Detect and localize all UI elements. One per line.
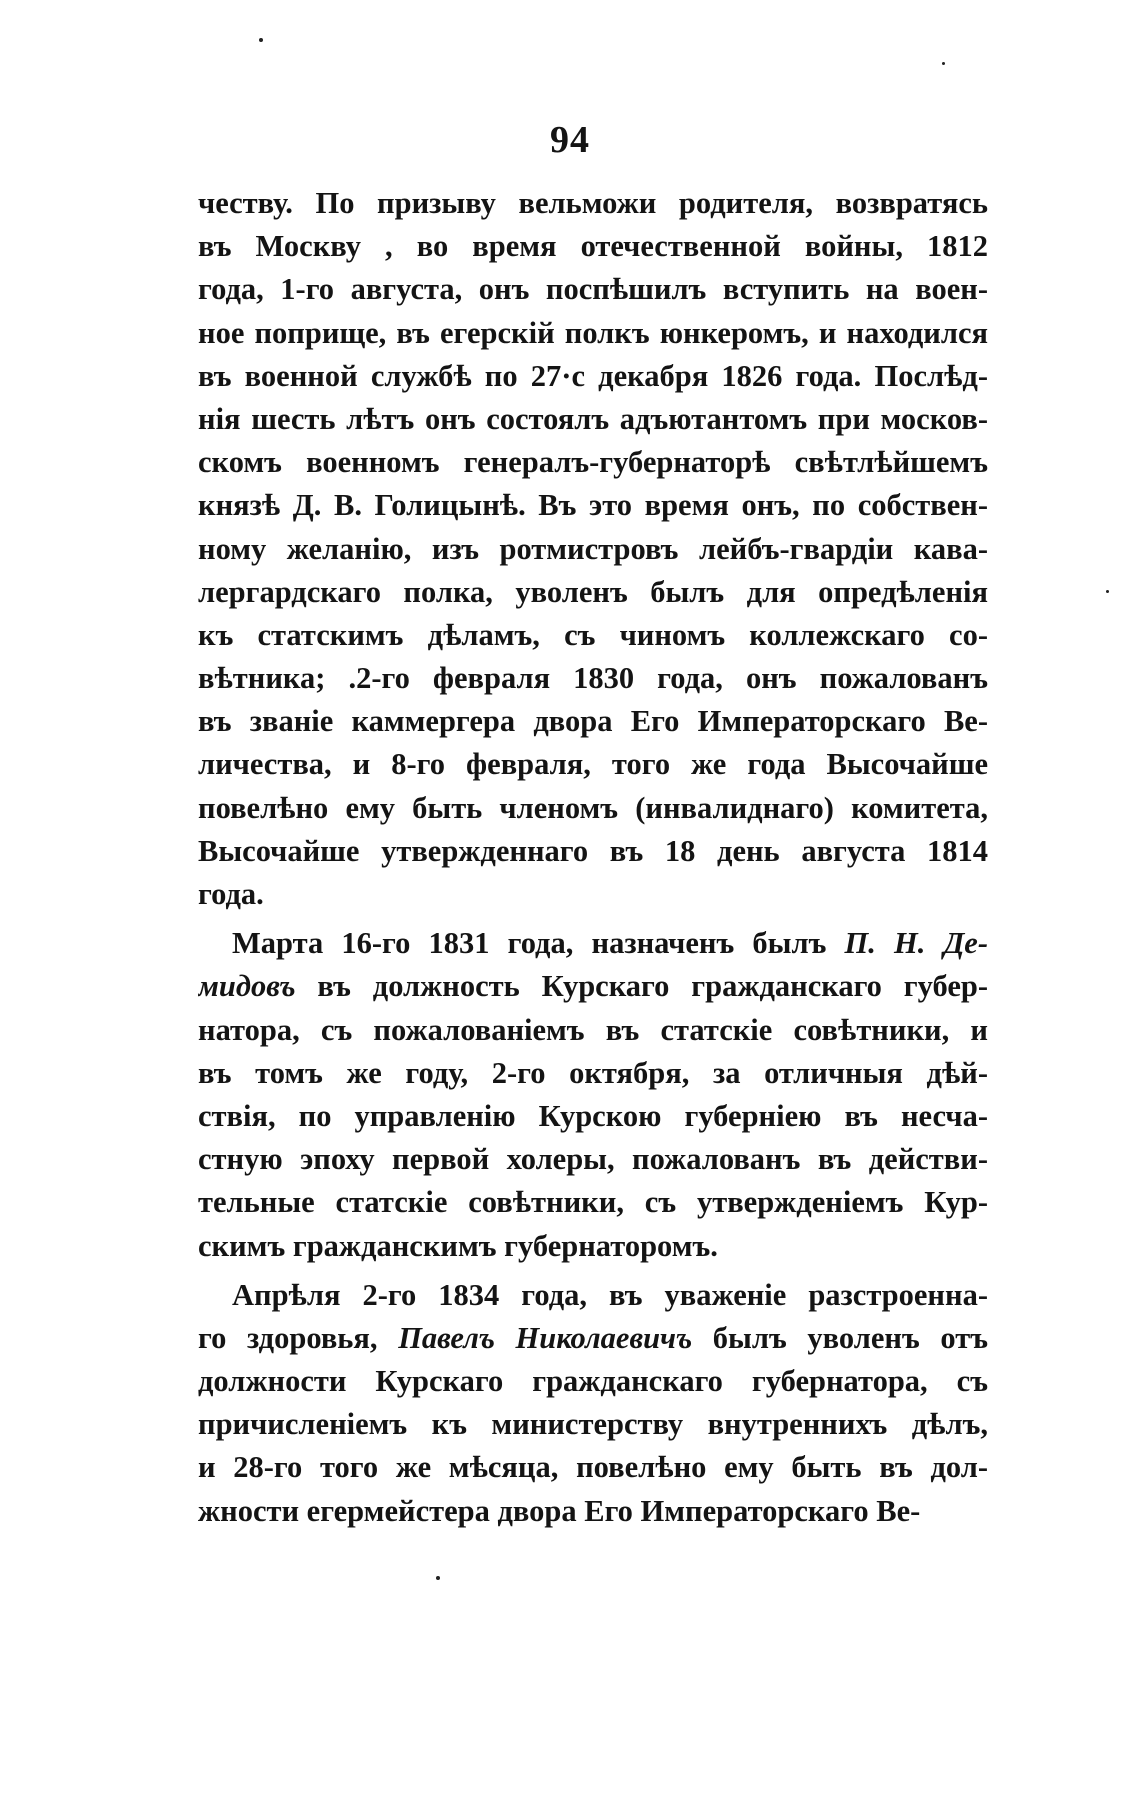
text-line: [198, 1225, 988, 1268]
text-segment: года.: [198, 877, 264, 911]
text-line: [198, 1317, 988, 1360]
text-line: [198, 268, 988, 311]
text-segment: Высочайше утвержденнаго въ 18 день августа 1814: [198, 833, 988, 868]
page-number: 94: [550, 119, 590, 161]
text-line: [198, 528, 988, 571]
text-segment: тельные статскіе совѣтники, съ утвержденіемъ Кур-: [198, 1185, 988, 1220]
text-segment: въ должность Курскаго гражданскаго губер-: [295, 969, 988, 1004]
print-speck: [942, 62, 945, 65]
text-segment: скимъ гражданскимъ губернаторомъ.: [198, 1228, 718, 1263]
text-segment: ствія, по управленію Курскою губерніею въ несча-: [198, 1098, 988, 1133]
text-line: [198, 1138, 988, 1181]
text-line: [198, 922, 988, 965]
print-speck: [259, 38, 263, 42]
text-segment: въ званіе каммергера двора Его Императорскаго Ве-: [198, 704, 988, 739]
text-segment: должности Курскаго гражданскаго губернатора, съ: [198, 1364, 988, 1399]
text-line: [198, 743, 988, 786]
text-segment: князѣ Д. В. Голицынѣ. Въ это время онъ, по собствен-: [198, 488, 988, 523]
text-segment: лергардскаго полка, уволенъ былъ для опредѣленія: [198, 574, 988, 609]
text-segment: стную эпоху первой холеры, пожалованъ въ действи-: [198, 1142, 988, 1177]
text-line: [198, 1052, 988, 1095]
text-line: [198, 1446, 988, 1489]
text-segment: въ Москву , во время отечественной войны, 1812: [198, 229, 988, 264]
text-line: [198, 571, 988, 614]
text-segment: честву. По призыву вельможи родителя, возвратясь: [198, 186, 988, 220]
print-speck: [1106, 590, 1109, 593]
text-segment: натора, съ пожалованіемъ въ статскіе совѣтники, и: [198, 1012, 988, 1047]
text-segment: причисленіемъ къ министерству внутреннихъ дѣлъ,: [198, 1407, 988, 1442]
text-segment: ному желанію, изъ ротмистровъ лейбъ-гвардіи кава-: [198, 531, 988, 566]
text-segment: го здоровья,: [198, 1320, 399, 1355]
text-segment: Марта 16-го 1831 года, назначенъ былъ: [232, 926, 845, 961]
text-line: [198, 965, 988, 1008]
text-line: [198, 1403, 988, 1446]
text-line: [198, 182, 988, 225]
text-segment: въ военной службѣ по 27·с декабря 1826 года. Послѣд-: [198, 358, 988, 393]
text-line: [198, 1009, 988, 1052]
text-segment: скомъ военномъ генералъ-губернаторѣ свѣтлѣйшемъ: [198, 445, 988, 480]
text-line: [198, 830, 988, 873]
text-line: [198, 1360, 988, 1403]
text-segment: ное поприще, въ егерскій полкъ юнкеромъ, и находился: [198, 315, 988, 350]
italic-name: мидовъ: [198, 969, 296, 1004]
text-line: [198, 398, 988, 441]
text-line: [198, 1490, 988, 1533]
italic-name: Павелъ Николаевичъ: [398, 1320, 693, 1355]
text-segment: жности егермейстера двора Его Императорскаго Ве-: [198, 1493, 921, 1528]
text-line: [198, 614, 988, 657]
text-line: [198, 657, 988, 700]
text-segment: вѣтника; .2-го февраля 1830 года, онъ пожалованъ: [198, 661, 988, 696]
text-segment: года, 1-го августа, онъ поспѣшилъ вступить на воен-: [198, 272, 988, 307]
text-line: [198, 873, 988, 916]
text-segment: въ томъ же году, 2-го октября, за отличныя дѣй-: [198, 1055, 988, 1090]
text-segment: былъ уволенъ отъ: [692, 1320, 988, 1355]
italic-name: П. Н. Де-: [844, 926, 988, 961]
text-segment: личества, и 8-го февраля, того же года Высочайше: [198, 747, 988, 782]
text-line: [198, 700, 988, 743]
text-segment: Апрѣля 2-го 1834 года, въ уваженіе разстроенна-: [232, 1277, 988, 1312]
text-segment: къ статскимъ дѣламъ, съ чиномъ коллежскаго со-: [198, 617, 988, 652]
print-speck: [436, 1576, 440, 1580]
text-line: [198, 1095, 988, 1138]
text-line: [198, 1274, 988, 1317]
text-segment: повелѣно ему быть членомъ (инвалиднаго) комитета,: [198, 790, 988, 825]
text-segment: и 28-го того же мѣсяца, повелѣно ему быть въ дол-: [198, 1450, 988, 1485]
body-text: [198, 182, 988, 1533]
text-line: [198, 441, 988, 484]
text-line: [198, 1181, 988, 1224]
text-line: [198, 225, 988, 268]
text-line: [198, 355, 988, 398]
text-line: [198, 787, 988, 830]
text-line: [198, 312, 988, 355]
text-line: [198, 484, 988, 527]
text-segment: нія шесть лѣтъ онъ состоялъ адъютантомъ при москов-: [198, 401, 988, 436]
